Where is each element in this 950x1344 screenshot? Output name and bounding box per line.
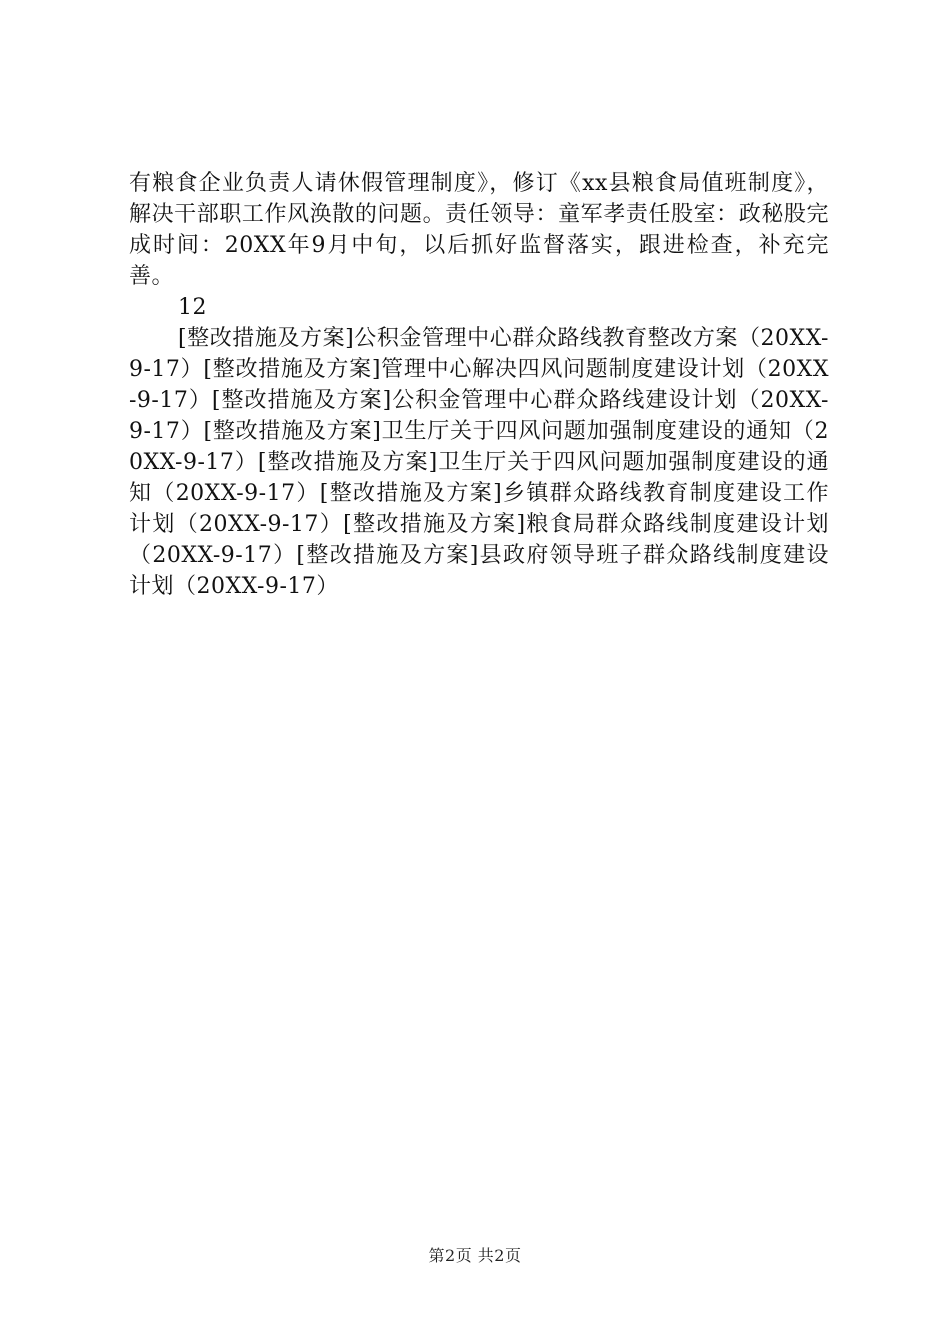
body-paragraph: 有粮食企业负责人请休假管理制度》，修订《xx县粮食局值班制度》，解决干部职工作风涣散的问题。责任领导：童军孝责任股室：政秘股完成时间：20XX年9月中旬，以后抓好监督落实，跟进检查，补充完善。 (129, 171, 829, 289)
document-body (129, 168, 829, 602)
page-indicator: 第2页 共2页 (428, 1246, 522, 1265)
related-links-paragraph: [整改措施及方案]公积金管理中心群众路线教育整改方案（20XX-9-17）[整改措施及方案]管理中心解决四风问题制度建设计划（20XX-9-17）[整改措施及方案]公积金管理中心群众路线建设计划（20XX-9-17）[整改措施及方案]卫生厅关于四风问题加强制度建设的通知（20XX-9-17）[整改措施及方案]卫生厅关于四风问题加强制度建设的通知（20XX-9-17）[整改措施及方案]乡镇群众路线教育制度建设工作计划（20XX-9-17）[整改措施及方案]粮食局群众路线制度建设计划（20XX-9-17）[整改措施及方案]县政府领导班子群众路线制度建设计划（20XX-9-17） (129, 326, 829, 599)
body-paragraph-number: 12 (178, 295, 207, 320)
page-footer (0, 1243, 950, 1266)
